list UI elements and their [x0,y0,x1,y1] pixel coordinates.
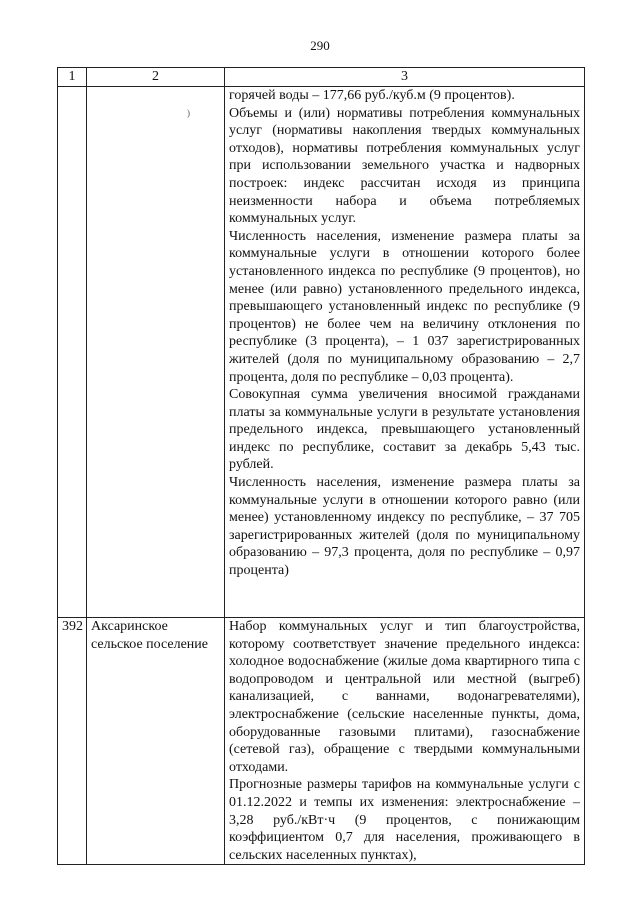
paragraph: горячей воды – 177,66 руб./куб.м (9 процентов). [229,88,515,103]
tariff-table [57,67,585,865]
paragraph: Совокупная сумма увеличения вносимой гражданами платы за коммунальные услуги в результате установления предельного индекса, превышающего установленный индекс по республике, составит за декабрь 5,43 тыс. рублей. [229,387,580,473]
paragraph: Набор коммунальных услуг и тип благоустройства, которому соответствует значение предельного индекса: холодное водоснабжение (жилые дома квартирного типа с водопроводом и центральной или местной (выгреб) канализацией, с ваннами, водонагревателями), электроснабжение (сельские населенные пункты, дома, оборудованные газовыми плитами), газоснабжение (сетевой газ), обращение с твердыми коммунальными отходами. [229,619,580,775]
table-row [58,618,585,865]
table-row [58,87,585,618]
paragraph: Прогнозные размеры тарифов на коммунальные услуги с 01.12.2022 и темпы их изменения: электроснабжение – 3,28 руб./кВт·ч (9 процентов, с понижающим коэффициентом 0,7 для населения, проживающего в сельских населенных пунктах), [229,777,580,863]
header-col-2: 2 [87,68,225,87]
row-content [225,87,585,618]
header-col-3: 3 [225,68,585,87]
row-number: 392 [58,618,87,865]
municipality-name [87,87,225,618]
row-number [58,87,87,618]
paragraph: Объемы и (или) нормативы потребления коммунальных услуг (нормативы накопления твердых коммунальных отходов), нормативы потребления коммунальных услуг при использовании земельного участка и надворных построек: индекс рассчитан исходя из принципа неизменности набора и объема потребляемых коммунальных услуг. [229,105,580,227]
municipality-name: Аксаринское сельское поселение [87,618,225,865]
row-content [225,618,585,865]
table-header-row [58,68,585,87]
page-number: 290 [310,38,330,53]
paragraph: Численность населения, изменение размера платы за коммунальные услуги в отношении которого равно (или менее) установленному индексу по республике, – 37 705 зарегистрированных жителей (доля по муниципальному образованию – 97,3 процента, доля по республике – 0,97 процента) [229,475,580,579]
paragraph: Численность населения, изменение размера платы за коммунальные услуги в отношении которого более установленного индекса по республике (9 процентов), но менее (или равно) установленного предельного индекса, превышающего установленный индекс по республике (9 процентов) не более чем на величину отклонения по республике (3 процента), – 1 037 зарегистрированных жителей (доля по муниципальному образованию – 2,7 процента, доля по республике – 0,03 процента). [229,228,580,385]
scan-mark: ) [187,108,190,118]
header-col-1: 1 [58,68,87,87]
